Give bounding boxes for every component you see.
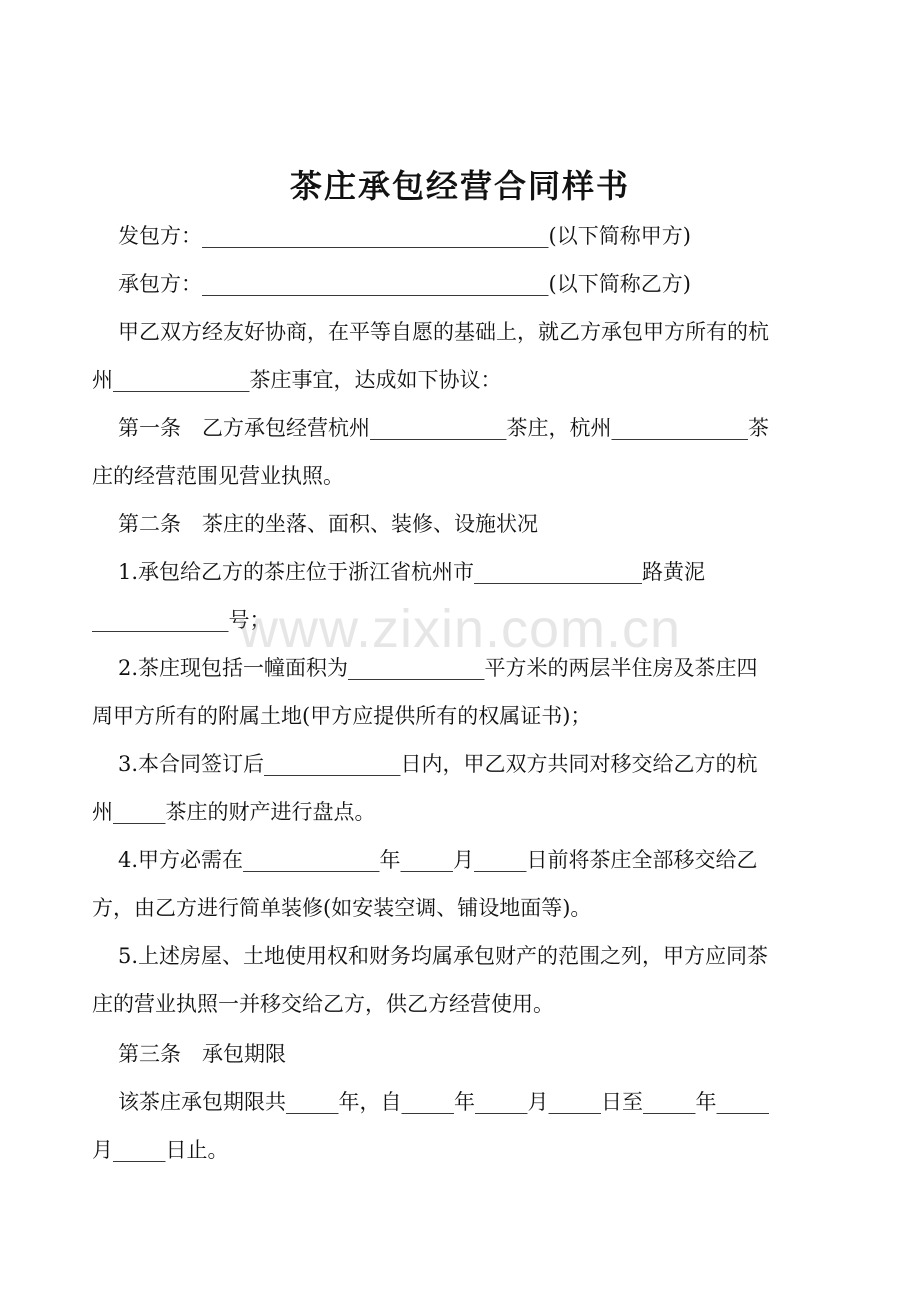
paragraph-line: 承包方：_________________________________(以下简称乙方) — [118, 272, 691, 296]
paragraph-line: 方，由乙方进行简单装修(如安装空调、铺设地面等)。 — [92, 896, 592, 920]
paragraph-line: 第一条 乙方承包经营杭州_____________茶庄，杭州_____________茶 — [118, 416, 769, 440]
paragraph-line: 周甲方所有的附属土地(甲方应提供所有的权属证书)； — [92, 704, 592, 728]
document-title: 茶庄承包经营合同样书 — [289, 167, 630, 205]
paragraph-line: 该茶庄承包期限共_____年，自_____年_____月_____日至_____年_____ — [118, 1090, 769, 1114]
paragraph-line: 州_____________茶庄事宜，达成如下协议： — [92, 368, 502, 392]
paragraph-line: 甲乙双方经友好协商，在平等自愿的基础上，就乙方承包甲方所有的杭 — [118, 320, 769, 344]
paragraph-line: 月_____日止。 — [92, 1138, 229, 1162]
paragraph-line: 庄的经营范围见营业执照。 — [92, 464, 344, 488]
paragraph-line: 第三条 承包期限 — [118, 1042, 286, 1066]
paragraph-line: 2.茶庄现包括一幢面积为_____________平方米的两层半住房及茶庄四 — [118, 656, 758, 680]
watermark-text: www.zixin.com.cn — [238, 599, 682, 659]
paragraph-line: 4.甲方必需在_____________年_____月_____日前将茶庄全部移交给乙 — [118, 848, 758, 872]
paragraph-line: 庄的营业执照一并移交给乙方，供乙方经营使用。 — [92, 992, 554, 1016]
paragraph-line: 州_____茶庄的财产进行盘点。 — [92, 800, 376, 824]
paragraph-line: 发包方：_________________________________(以下简称甲方) — [118, 224, 691, 248]
paragraph-line: 3.本合同签订后_____________日内，甲乙双方共同对移交给乙方的杭 — [118, 752, 758, 776]
paragraph-line: _____________号； — [92, 608, 271, 632]
paragraph-line: 第二条 茶庄的坐落、面积、装修、设施状况 — [118, 512, 538, 536]
paragraph-line: 5.上述房屋、土地使用权和财务均属承包财产的范围之列，甲方应同茶 — [118, 944, 769, 968]
paragraph-line: 1.承包给乙方的茶庄位于浙江省杭州市________________路黄泥 — [118, 560, 706, 584]
